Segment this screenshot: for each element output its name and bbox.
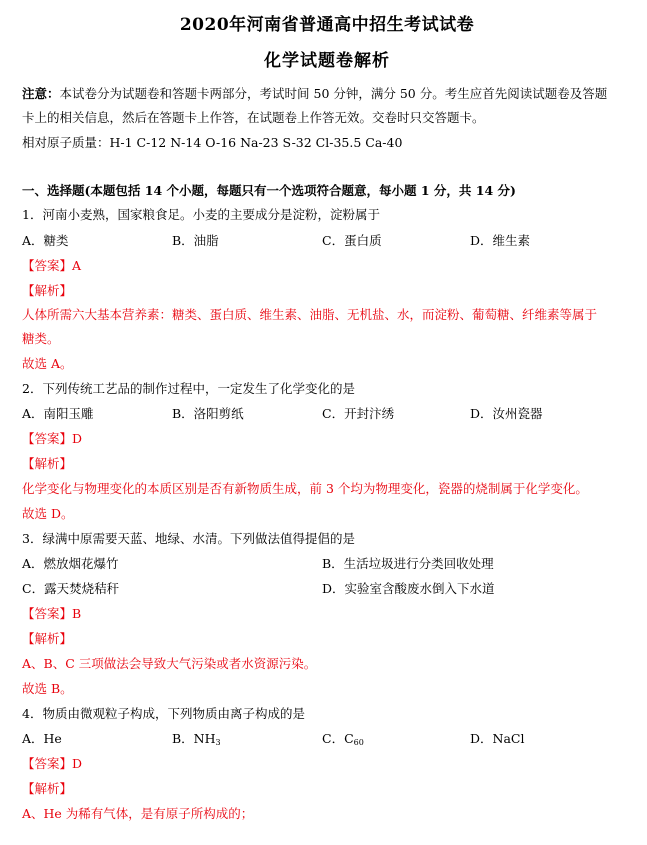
q1-option-d: D．维生素 (470, 233, 531, 248)
atomic-mass: 相对原子质量：H-1 C-12 N-14 O-16 Na-23 S-32 Cl-35.5 Ca-40 (22, 135, 403, 150)
q1-analysis-cont: 糖类。 (22, 331, 60, 346)
q4-option-b-text: B．NH (172, 731, 216, 746)
q3-option-d: D．实验室含酸废水倒入下水道 (322, 581, 495, 596)
q2-option-c: C．开封汴绣 (322, 406, 395, 421)
notice-label: 注意： (22, 86, 60, 101)
q4-analysis-label: 【解析】 (22, 781, 73, 796)
q2-option-a: A．南阳玉雕 (22, 406, 94, 421)
q3-option-b: B．生活垃圾进行分类回收处理 (322, 556, 494, 571)
q3-option-a: A．燃放烟花爆竹 (22, 556, 119, 571)
q3-answer: 【答案】B (22, 606, 82, 621)
page-subtitle: 化学试题卷解析 (264, 51, 390, 71)
question-3-stem: 3．绿满中原需要天蓝、地绿、水清。下列做法值得提倡的是 (22, 531, 355, 546)
notice-line-2: 卡上的相关信息，然后在答题卡上作答，在试题卷上作答无效。交卷时只交答题卡。 (22, 110, 485, 125)
q2-option-b: B．洛阳剪纸 (172, 406, 244, 421)
q1-option-a: A．糖类 (22, 233, 69, 248)
section-heading: 一、选择题(本题包括 14 个小题，每题只有一个选项符合题意，每小题 1 分，共 14 分) (22, 183, 516, 198)
q2-analysis: 化学变化与物理变化的本质区别是否有新物质生成，前 3 个均为物理变化，瓷器的烧制属于化学变化。 (22, 481, 588, 496)
q4-option-b (172, 731, 221, 751)
q3-analysis: A、B、C 三项做法会导致大气污染或者水资源污染。 (22, 656, 317, 671)
q1-conclusion: 故选 A。 (22, 356, 73, 371)
q2-conclusion: 故选 D。 (22, 506, 74, 521)
q1-analysis: 人体所需六大基本营养素：糖类、蛋白质、维生素、油脂、无机盐、水，而淀粉、葡萄糖、纤维素等属于 (22, 307, 598, 322)
q3-analysis-label: 【解析】 (22, 631, 73, 646)
q1-option-b: B．油脂 (172, 233, 219, 248)
q4-analysis: A、He 为稀有气体，是有原子所构成的； (22, 806, 254, 821)
q4-option-c (322, 731, 364, 751)
notice-line-1 (22, 86, 607, 102)
notice-text-1: 本试卷分为试题卷和答题卡两部分，考试时间 50 分钟，满分 50 分。考生应首先阅读试题卷及答题 (59, 86, 608, 101)
page-title: 2020年河南省普通高中招生考试试卷 (179, 15, 475, 35)
q1-option-c: C．蛋白质 (322, 233, 382, 248)
question-4-stem: 4．物质由微观粒子构成，下列物质由离子构成的是 (22, 706, 305, 721)
q2-analysis-label: 【解析】 (22, 456, 73, 471)
q3-option-c: C．露天焚烧秸秆 (22, 581, 120, 596)
q1-analysis-label: 【解析】 (22, 283, 73, 298)
q4-option-c-sub: 60 (353, 738, 364, 747)
q4-option-c-text: C．C (322, 731, 354, 746)
q3-conclusion: 故选 B。 (22, 681, 73, 696)
question-2-stem: 2．下列传统工艺品的制作过程中，一定发生了化学变化的是 (22, 381, 355, 396)
question-1-stem: 1．河南小麦熟，国家粮食足。小麦的主要成分是淀粉，淀粉属于 (22, 207, 380, 222)
q4-option-b-sub: 3 (215, 738, 221, 747)
q4-option-a: A．He (22, 731, 62, 746)
q2-answer: 【答案】D (22, 431, 83, 446)
q4-option-d: D．NaCl (470, 731, 525, 746)
q2-option-d: D．汝州瓷器 (470, 406, 543, 421)
q4-answer: 【答案】D (22, 756, 83, 771)
q1-answer: 【答案】A (22, 258, 82, 273)
